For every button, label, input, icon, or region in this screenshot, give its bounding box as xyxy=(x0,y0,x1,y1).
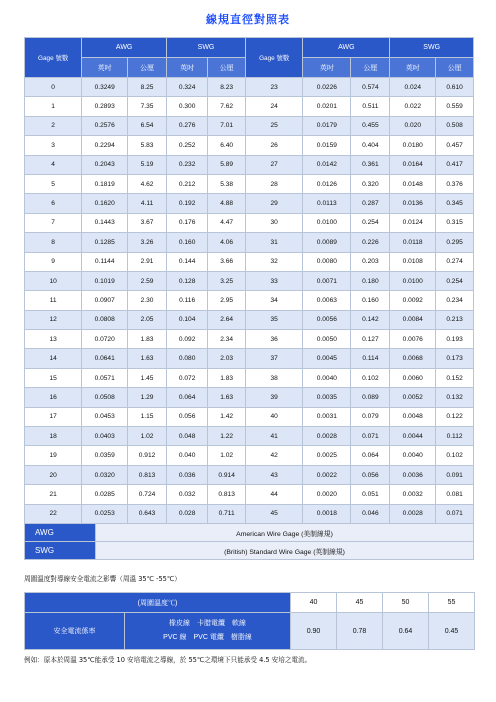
table-cell: 0.252 xyxy=(167,136,208,155)
table-cell: 1.22 xyxy=(208,427,246,446)
table-cell: 0.0089 xyxy=(303,233,351,252)
table-cell: 0.912 xyxy=(128,446,167,465)
table-cell: 0.0025 xyxy=(303,446,351,465)
table-cell: 0.056 xyxy=(351,465,390,484)
table-cell: 0.559 xyxy=(436,97,474,116)
cable-types xyxy=(125,613,291,650)
table-cell: 4.06 xyxy=(208,233,246,252)
table-cell: 0.0035 xyxy=(303,388,351,407)
legend-table xyxy=(24,523,474,560)
table-cell: 0.508 xyxy=(436,116,474,135)
table-cell: 0.091 xyxy=(436,465,474,484)
table-cell: 0.144 xyxy=(167,252,208,271)
table-cell: 8.23 xyxy=(208,78,246,97)
table-cell: 0.112 xyxy=(436,427,474,446)
table-cell: 0.0180 xyxy=(390,136,436,155)
wire-gauge-table xyxy=(24,37,474,524)
table-cell: 0.102 xyxy=(351,368,390,387)
table-cell: 6.40 xyxy=(208,136,246,155)
table-cell: 0.0508 xyxy=(82,388,128,407)
table-row xyxy=(25,233,474,252)
table-cell: 0.036 xyxy=(167,465,208,484)
table-cell: 1.83 xyxy=(208,368,246,387)
table-cell: 0.0253 xyxy=(82,504,128,523)
table-row xyxy=(25,291,474,310)
table-cell: 0.0048 xyxy=(390,407,436,426)
table-row xyxy=(25,368,474,387)
legend-desc: (British) Standard Wire Gage (英制線規) xyxy=(96,542,474,560)
gage-number-cell: 27 xyxy=(246,155,303,174)
table-cell: 3.66 xyxy=(208,252,246,271)
header-inch: 英吋 xyxy=(303,58,351,78)
table-cell: 0.511 xyxy=(351,97,390,116)
table-cell: 0.0571 xyxy=(82,368,128,387)
table-cell: 0.226 xyxy=(351,233,390,252)
table-row xyxy=(25,407,474,426)
table-cell: 0.2576 xyxy=(82,116,128,135)
temperature-value: 50 xyxy=(383,593,429,613)
table-cell: 0.160 xyxy=(167,233,208,252)
gage-number-cell: 9 xyxy=(25,252,82,271)
table-cell: 0.020 xyxy=(390,116,436,135)
header-gage: Gage 號數 xyxy=(25,38,82,78)
gage-number-cell: 20 xyxy=(25,465,82,484)
table-cell: 0.0068 xyxy=(390,349,436,368)
table-cell: 0.064 xyxy=(351,446,390,465)
gage-number-cell: 11 xyxy=(25,291,82,310)
table-cell: 4.62 xyxy=(128,174,167,193)
table-cell: 0.376 xyxy=(436,174,474,193)
table-cell: 0.048 xyxy=(167,427,208,446)
table-cell: 0.173 xyxy=(436,349,474,368)
table-cell: 6.54 xyxy=(128,116,167,135)
gage-number-cell: 32 xyxy=(246,252,303,271)
table-row xyxy=(25,174,474,193)
table-cell: 2.91 xyxy=(128,252,167,271)
table-cell: 0.0063 xyxy=(303,291,351,310)
table-cell: 0.071 xyxy=(436,504,474,523)
gage-number-cell: 43 xyxy=(246,465,303,484)
table-cell: 0.0045 xyxy=(303,349,351,368)
table-cell: 0.032 xyxy=(167,485,208,504)
table-cell: 7.01 xyxy=(208,116,246,135)
table-cell: 7.62 xyxy=(208,97,246,116)
gage-number-cell: 12 xyxy=(25,310,82,329)
gage-number-cell: 29 xyxy=(246,194,303,213)
header-mm: 公厘 xyxy=(436,58,474,78)
gage-number-cell: 36 xyxy=(246,330,303,349)
table-cell: 0.2294 xyxy=(82,136,128,155)
table-cell: 0.0126 xyxy=(303,174,351,193)
table-cell: 1.45 xyxy=(128,368,167,387)
table-cell: 5.19 xyxy=(128,155,167,174)
gage-number-cell: 21 xyxy=(25,485,82,504)
safety-factor-value: 0.45 xyxy=(429,613,475,650)
table-cell: 0.0031 xyxy=(303,407,351,426)
cable-types-line: PVC 線 PVC 電纜 樹脂線 xyxy=(163,634,252,641)
table-cell: 3.26 xyxy=(128,233,167,252)
temperature-value: 55 xyxy=(429,593,475,613)
table-cell: 0.0084 xyxy=(390,310,436,329)
table-cell: 0.315 xyxy=(436,213,474,232)
wire-gauge-body xyxy=(25,78,474,524)
gage-number-cell: 24 xyxy=(246,97,303,116)
table-row xyxy=(25,252,474,271)
table-cell: 0.1285 xyxy=(82,233,128,252)
table-cell: 0.2893 xyxy=(82,97,128,116)
table-cell: 0.142 xyxy=(351,310,390,329)
table-cell: 0.574 xyxy=(351,78,390,97)
gage-number-cell: 16 xyxy=(25,388,82,407)
table-cell: 0.122 xyxy=(436,407,474,426)
header-swg: SWG xyxy=(390,38,474,58)
table-cell: 0.404 xyxy=(351,136,390,155)
gage-number-cell: 30 xyxy=(246,213,303,232)
table-cell: 0.0056 xyxy=(303,310,351,329)
table-cell: 0.417 xyxy=(436,155,474,174)
table-cell: 0.0036 xyxy=(390,465,436,484)
table-cell: 0.0092 xyxy=(390,291,436,310)
table-cell: 0.0118 xyxy=(390,233,436,252)
table-cell: 0.080 xyxy=(167,349,208,368)
table-row xyxy=(25,446,474,465)
table-cell: 0.028 xyxy=(167,504,208,523)
safety-factor-label: 安全電流係率 xyxy=(25,613,125,650)
table-cell: 0.0320 xyxy=(82,465,128,484)
temperature-value: 40 xyxy=(291,593,337,613)
temperature-header-label: (周圍溫度℃) xyxy=(25,593,291,613)
table-cell: 0.300 xyxy=(167,97,208,116)
table-cell: 2.59 xyxy=(128,271,167,290)
table-cell: 0.102 xyxy=(436,446,474,465)
table-cell: 0.0050 xyxy=(303,330,351,349)
gage-number-cell: 19 xyxy=(25,446,82,465)
table-cell: 0.114 xyxy=(351,349,390,368)
temperature-note: 周圍溫度對導線安全電流之影響（周溫 35℃ -55℃） xyxy=(24,575,181,583)
gage-number-cell: 26 xyxy=(246,136,303,155)
table-cell: 0.813 xyxy=(128,465,167,484)
table-row xyxy=(25,213,474,232)
table-cell: 0.213 xyxy=(436,310,474,329)
table-cell: 0.0076 xyxy=(390,330,436,349)
table-cell: 5.38 xyxy=(208,174,246,193)
table-cell: 0.180 xyxy=(351,271,390,290)
table-cell: 1.63 xyxy=(208,388,246,407)
table-row xyxy=(25,310,474,329)
gage-number-cell: 25 xyxy=(246,116,303,135)
table-cell: 1.29 xyxy=(128,388,167,407)
table-cell: 0.0403 xyxy=(82,427,128,446)
gage-number-cell: 18 xyxy=(25,427,82,446)
gage-number-cell: 44 xyxy=(246,485,303,504)
table-cell: 0.212 xyxy=(167,174,208,193)
table-cell: 0.361 xyxy=(351,155,390,174)
table-cell: 1.63 xyxy=(128,349,167,368)
table-row xyxy=(25,155,474,174)
table-cell: 0.0040 xyxy=(390,446,436,465)
table-cell: 0.0018 xyxy=(303,504,351,523)
table-cell: 0.0453 xyxy=(82,407,128,426)
table-cell: 0.320 xyxy=(351,174,390,193)
table-cell: 1.42 xyxy=(208,407,246,426)
table-cell: 0.0044 xyxy=(390,427,436,446)
table-row xyxy=(25,330,474,349)
safety-factor-value: 0.78 xyxy=(337,613,383,650)
table-cell: 2.34 xyxy=(208,330,246,349)
page-title: 線規直徑對照表 xyxy=(206,13,290,26)
table-cell: 0.192 xyxy=(167,194,208,213)
gage-number-cell: 3 xyxy=(25,136,82,155)
legend-row xyxy=(25,542,474,560)
table-cell: 0.1019 xyxy=(82,271,128,290)
table-cell: 0.0164 xyxy=(390,155,436,174)
cable-types-line: 橡皮線 卡腊電纜 軟線 xyxy=(169,620,246,627)
header-awg: AWG xyxy=(303,38,390,58)
gage-number-cell: 38 xyxy=(246,368,303,387)
table-cell: 0.254 xyxy=(351,213,390,232)
table-cell: 0.0179 xyxy=(303,116,351,135)
table-cell: 0.0136 xyxy=(390,194,436,213)
header-inch: 英吋 xyxy=(82,58,128,78)
gage-number-cell: 35 xyxy=(246,310,303,329)
table-cell: 0.160 xyxy=(351,291,390,310)
gage-number-cell: 4 xyxy=(25,155,82,174)
table-cell: 0.079 xyxy=(351,407,390,426)
table-cell: 0.295 xyxy=(436,233,474,252)
safety-factor-value: 0.90 xyxy=(291,613,337,650)
header-inch: 英吋 xyxy=(390,58,436,78)
table-cell: 0.0201 xyxy=(303,97,351,116)
table-cell: 0.724 xyxy=(128,485,167,504)
table-cell: 2.95 xyxy=(208,291,246,310)
gage-number-cell: 45 xyxy=(246,504,303,523)
header-inch: 英吋 xyxy=(167,58,208,78)
table-cell: 0.0285 xyxy=(82,485,128,504)
temperature-value: 45 xyxy=(337,593,383,613)
gage-number-cell: 34 xyxy=(246,291,303,310)
gage-number-cell: 42 xyxy=(246,446,303,465)
table-cell: 0.116 xyxy=(167,291,208,310)
table-cell: 0.0071 xyxy=(303,271,351,290)
table-cell: 0.056 xyxy=(167,407,208,426)
table-cell: 0.104 xyxy=(167,310,208,329)
table-cell: 0.081 xyxy=(436,485,474,504)
table-cell: 0.051 xyxy=(351,485,390,504)
table-cell: 0.092 xyxy=(167,330,208,349)
table-cell: 0.0040 xyxy=(303,368,351,387)
table-cell: 0.040 xyxy=(167,446,208,465)
table-cell: 0.813 xyxy=(208,485,246,504)
table-cell: 0.324 xyxy=(167,78,208,97)
header-awg: AWG xyxy=(82,38,167,58)
table-cell: 4.88 xyxy=(208,194,246,213)
table-cell: 0.610 xyxy=(436,78,474,97)
table-cell: 3.25 xyxy=(208,271,246,290)
table-cell: 0.089 xyxy=(351,388,390,407)
gage-number-cell: 2 xyxy=(25,116,82,135)
table-cell: 2.05 xyxy=(128,310,167,329)
gage-number-cell: 39 xyxy=(246,388,303,407)
gage-number-cell: 13 xyxy=(25,330,82,349)
table-cell: 0.1144 xyxy=(82,252,128,271)
table-cell: 0.0142 xyxy=(303,155,351,174)
gage-number-cell: 37 xyxy=(246,349,303,368)
table-cell: 0.0060 xyxy=(390,368,436,387)
example-note: 例如：原本於周溫 35℃能承受 10 安培電流之導線，於 55℃之環境下只能承受 4.5 安培之電流。 xyxy=(24,656,312,664)
gage-number-cell: 22 xyxy=(25,504,82,523)
table-row xyxy=(25,116,474,135)
table-cell: 0.024 xyxy=(390,78,436,97)
gage-number-cell: 7 xyxy=(25,213,82,232)
table-cell: 0.072 xyxy=(167,368,208,387)
gage-number-cell: 1 xyxy=(25,97,82,116)
gage-number-cell: 17 xyxy=(25,407,82,426)
table-cell: 0.132 xyxy=(436,388,474,407)
table-cell: 0.176 xyxy=(167,213,208,232)
table-row xyxy=(25,349,474,368)
table-cell: 0.128 xyxy=(167,271,208,290)
table-cell: 2.64 xyxy=(208,310,246,329)
table-cell: 0.455 xyxy=(351,116,390,135)
table-cell: 0.0159 xyxy=(303,136,351,155)
table-cell: 0.203 xyxy=(351,252,390,271)
table-cell: 4.11 xyxy=(128,194,167,213)
table-cell: 7.35 xyxy=(128,97,167,116)
table-cell: 0.1819 xyxy=(82,174,128,193)
gage-number-cell: 0 xyxy=(25,78,82,97)
gage-number-cell: 40 xyxy=(246,407,303,426)
table-row xyxy=(25,136,474,155)
table-cell: 0.0113 xyxy=(303,194,351,213)
table-cell: 0.0080 xyxy=(303,252,351,271)
header-swg: SWG xyxy=(167,38,246,58)
table-cell: 0.914 xyxy=(208,465,246,484)
gage-number-cell: 6 xyxy=(25,194,82,213)
table-cell: 5.83 xyxy=(128,136,167,155)
table-row xyxy=(25,78,474,97)
table-cell: 0.071 xyxy=(351,427,390,446)
header-mm: 公厘 xyxy=(351,58,390,78)
table-cell: 0.254 xyxy=(436,271,474,290)
table-cell: 0.0020 xyxy=(303,485,351,504)
table-cell: 0.193 xyxy=(436,330,474,349)
table-cell: 4.47 xyxy=(208,213,246,232)
table-cell: 0.127 xyxy=(351,330,390,349)
safety-factor-value: 0.64 xyxy=(383,613,429,650)
table-cell: 0.276 xyxy=(167,116,208,135)
header-gage: Gage 號數 xyxy=(246,38,303,78)
table-row xyxy=(25,194,474,213)
table-cell: 5.89 xyxy=(208,155,246,174)
table-cell: 1.83 xyxy=(128,330,167,349)
table-cell: 0.0720 xyxy=(82,330,128,349)
table-row xyxy=(25,504,474,523)
legend-code: AWG xyxy=(25,524,96,542)
table-cell: 0.274 xyxy=(436,252,474,271)
table-cell: 0.234 xyxy=(436,291,474,310)
table-cell: 0.643 xyxy=(128,504,167,523)
gage-number-cell: 8 xyxy=(25,233,82,252)
gage-number-cell: 28 xyxy=(246,174,303,193)
gage-number-cell: 33 xyxy=(246,271,303,290)
table-cell: 0.0641 xyxy=(82,349,128,368)
table-cell: 0.711 xyxy=(208,504,246,523)
table-row xyxy=(25,485,474,504)
gage-number-cell: 41 xyxy=(246,427,303,446)
table-cell: 0.0052 xyxy=(390,388,436,407)
table-cell: 0.457 xyxy=(436,136,474,155)
table-cell: 0.0032 xyxy=(390,485,436,504)
table-cell: 0.287 xyxy=(351,194,390,213)
table-cell: 1.02 xyxy=(208,446,246,465)
table-cell: 0.0028 xyxy=(303,427,351,446)
table-cell: 0.152 xyxy=(436,368,474,387)
gage-number-cell: 5 xyxy=(25,174,82,193)
table-cell: 0.0226 xyxy=(303,78,351,97)
temperature-factor-table xyxy=(24,592,475,650)
header-mm: 公厘 xyxy=(128,58,167,78)
table-cell: 0.046 xyxy=(351,504,390,523)
table-cell: 8.25 xyxy=(128,78,167,97)
legend-desc: American Wire Gage (美制線規) xyxy=(96,524,474,542)
table-cell: 0.0808 xyxy=(82,310,128,329)
table-cell: 0.022 xyxy=(390,97,436,116)
table-cell: 0.1443 xyxy=(82,213,128,232)
table-cell: 0.2043 xyxy=(82,155,128,174)
table-cell: 0.0100 xyxy=(303,213,351,232)
table-cell: 1.02 xyxy=(128,427,167,446)
table-cell: 0.0359 xyxy=(82,446,128,465)
gage-number-cell: 23 xyxy=(246,78,303,97)
table-cell: 0.0108 xyxy=(390,252,436,271)
table-cell: 2.03 xyxy=(208,349,246,368)
table-cell: 0.0022 xyxy=(303,465,351,484)
gage-number-cell: 14 xyxy=(25,349,82,368)
gage-number-cell: 15 xyxy=(25,368,82,387)
legend-row xyxy=(25,524,474,542)
table-cell: 0.0124 xyxy=(390,213,436,232)
table-cell: 0.0028 xyxy=(390,504,436,523)
gage-number-cell: 10 xyxy=(25,271,82,290)
table-row xyxy=(25,465,474,484)
table-row xyxy=(25,388,474,407)
table-cell: 0.064 xyxy=(167,388,208,407)
table-row xyxy=(25,427,474,446)
table-cell: 0.0100 xyxy=(390,271,436,290)
table-cell: 0.0148 xyxy=(390,174,436,193)
table-cell: 0.3249 xyxy=(82,78,128,97)
table-cell: 0.0907 xyxy=(82,291,128,310)
table-row xyxy=(25,97,474,116)
table-cell: 0.232 xyxy=(167,155,208,174)
header-mm: 公厘 xyxy=(208,58,246,78)
table-cell: 3.67 xyxy=(128,213,167,232)
table-cell: 0.345 xyxy=(436,194,474,213)
legend-code: SWG xyxy=(25,542,96,560)
table-cell: 2.30 xyxy=(128,291,167,310)
table-cell: 0.1620 xyxy=(82,194,128,213)
table-row xyxy=(25,271,474,290)
table-cell: 1.15 xyxy=(128,407,167,426)
gage-number-cell: 31 xyxy=(246,233,303,252)
